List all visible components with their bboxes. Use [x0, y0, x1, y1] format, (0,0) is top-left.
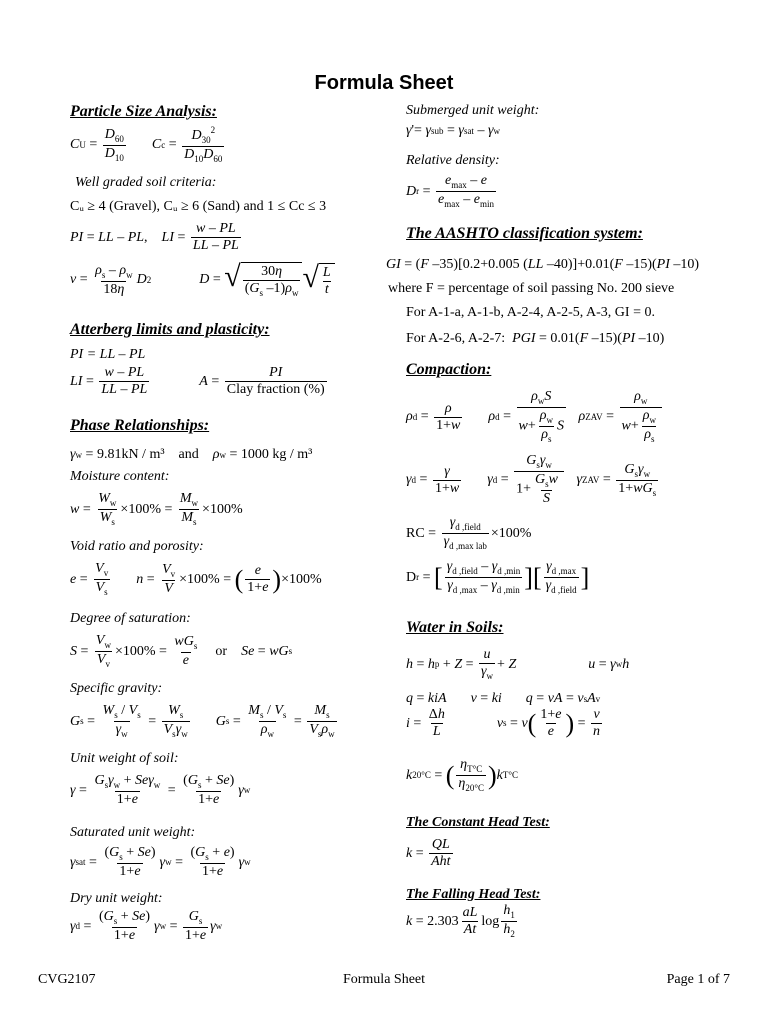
relative-density-formula: D r = $e_{max}$ – e $e_{max} - e_{min}$	[406, 173, 494, 209]
submerged-unit-weight-formula: γ '= γ sub = γ sat – γ w	[406, 123, 500, 138]
falling-head-formula: k = 2.303 aL At log $h_1$ $h_2$	[406, 903, 515, 939]
clay-fraction-label: Clay fraction (%)	[226, 382, 325, 397]
phase-relationships-heading: Phase Relationships:	[70, 417, 210, 434]
dry-density-formulas: ρ d = ρ 1+w ρ d = $\rho_wS$ w+ $\frac{\rho_w}{\rho_s}$ S ρ ZAV = $\rho_w$ w+ $\frac{\rho_w}{\rho_s}$	[406, 390, 664, 444]
stokes-law-formula: v = $\rho_s - \rho_w$ 18η D 2 D = √ 30η ($G_s$ $-1)\rho_w$ √ L t	[70, 262, 335, 298]
saturated-unit-weight-label: Saturated unit weight:	[70, 825, 196, 840]
degree-saturation-formula: S = $V_w$ $V_v$ ×100% = $wG_s$ e or Se = wG s	[70, 633, 293, 669]
relative-density-label: Relative density:	[406, 153, 500, 168]
dry-unit-weight-formulas: γ d = γ 1+w γ d = $G_s\gamma_w$ 1+ $G_sw$ S γ ZAV = $G_s\gamma_w$ $1+wG_s$	[406, 453, 657, 506]
degree-saturation-label: Degree of saturation:	[70, 611, 191, 626]
specific-gravity-label: Specific gravity:	[70, 681, 163, 696]
unit-weight-soil-label: Unit weight of soil:	[70, 751, 179, 766]
rho-w-value: 1000 kg / m³	[240, 447, 313, 462]
dry-unit-weight-formula: γ d = $(G_s + Se)$ 1+e γ w = $G_s$ 1+e γ w	[70, 909, 223, 943]
liquidity-index-formula: PI = LL – PL , LI = w – PL LL – PL	[70, 221, 239, 253]
relative-compaction-formula: RC = $\gamma_{d ,field}$ $\gamma_{d ,max lab}$ ×100%	[406, 515, 532, 551]
compaction-heading: Compaction:	[406, 361, 492, 378]
specific-gravity-formula: G s = $W_s / V_s$ $\gamma_w$ = $W_s$ $V_s\gamma_w$ G s = $M_s / V_s$ $\rho_w$ = $M_s$ $V_s\rho_w$	[70, 703, 335, 739]
water-in-soils-heading: Water in Soils:	[406, 619, 504, 636]
group-index-formula: GI = ( F –35)[0.2+0.005 ( LL –40)]+0.01( F –15)( PI –10)	[386, 257, 700, 272]
submerged-unit-weight-label: Submerged unit weight:	[406, 103, 540, 118]
falling-head-heading: The Falling Head Test:	[406, 887, 541, 902]
particle-size-heading: Particle Size Analysis:	[70, 103, 217, 120]
or-word: or	[215, 643, 228, 659]
footer-title: Formula Sheet	[342, 972, 426, 987]
group-index-definition: where F = percentage of soil passing No. 200 sieve	[388, 281, 675, 296]
saturated-unit-weight-formula: γ sat = $(G_s + Se)$ 1+e γ w = $(G_s + e)$ 1+e γ w	[70, 845, 251, 879]
footer-page-number: Page 1 of 7	[666, 972, 730, 987]
void-ratio-label: Void ratio and porosity:	[70, 539, 204, 554]
and-word: and	[178, 447, 199, 462]
permeability-temperature-correction: k 20°C = ( $\eta_{T^\circ C}$ $\eta_{20^\circ C}$ ) k T°C	[406, 757, 518, 793]
plasticity-index-formula: PI = LL – PL	[70, 347, 146, 362]
dry-unit-weight-label: Dry unit weight:	[70, 891, 163, 906]
constant-head-formula: k = QL Aht	[406, 837, 451, 869]
partial-group-index-formula: For A-2-6, A-2-7: PGI = 0.01( F –15)( PI –10)	[406, 331, 665, 346]
aashto-heading: The AASHTO classification system:	[406, 225, 643, 242]
well-graded-label: Well graded soil criteria:	[75, 175, 217, 190]
partial-gi-prefix: For A-2-6, A-2-7:	[406, 331, 506, 346]
gamma-w-value: 9.81kN / m³	[96, 447, 165, 462]
uniformity-coefficient-formula: C U = $D_{60}$ $D_{10}$ C c = $D_{30}^2$ $D_{10}D_{60}$	[70, 125, 223, 164]
darcy-law-formula: q = kiA v = ki q = vA = v s A v	[406, 691, 601, 706]
moisture-content-label: Moisture content:	[70, 469, 170, 484]
page-title: Formula Sheet	[314, 72, 454, 94]
total-head-formula: h = h p + Z = u $\gamma_w$ + Z u = γ w h	[406, 647, 630, 681]
relative-density-compaction-formula: D r = [ $\gamma_{d ,field} - \gamma_{d ,min}$ $\gamma_{d ,max} - \gamma_{d ,min}$ ] [ $\gamma_{d ,max}$ $\gamma_{d ,field}$ ]	[406, 559, 590, 595]
well-graded-criteria: Cᵤ ≥ 4 (Gravel), Cᵤ ≥ 6 (Sand) and 1 ≤ Cc ≤ 3	[70, 199, 327, 214]
atterberg-heading: Atterberg limits and plasticity:	[70, 321, 270, 338]
group-index-a1: For A-1-a, A-1-b, A-2-4, A-2-5, A-3, GI = 0.	[406, 305, 655, 320]
unit-weight-soil-formula: γ = $G_s\gamma_w + Se\gamma_w$ 1+e = $(G_s + Se)$ 1+e γ w	[70, 773, 251, 807]
footer-course-code: CVG2107	[38, 972, 96, 987]
void-ratio-formula: e = $V_v$ $V_s$ n = $V_v$ V ×100% = ( e 1+e ) ×100%	[70, 561, 322, 597]
activity-formula: LI = w – PL LL – PL A = PI Clay fraction (%)	[70, 365, 325, 397]
constant-head-heading: The Constant Head Test:	[406, 815, 550, 830]
gradient-seepage-velocity-formula: i = Δh L v s = v ( 1+e e ) = v n	[406, 707, 601, 739]
unit-weight-water-formula: γ w = 9.81kN / m³ and ρ w = 1000 kg / m³	[70, 447, 313, 462]
moisture-content-formula: w = $W_w$ $W_s$ ×100% = $M_w$ $M_s$ ×100%	[70, 491, 243, 527]
